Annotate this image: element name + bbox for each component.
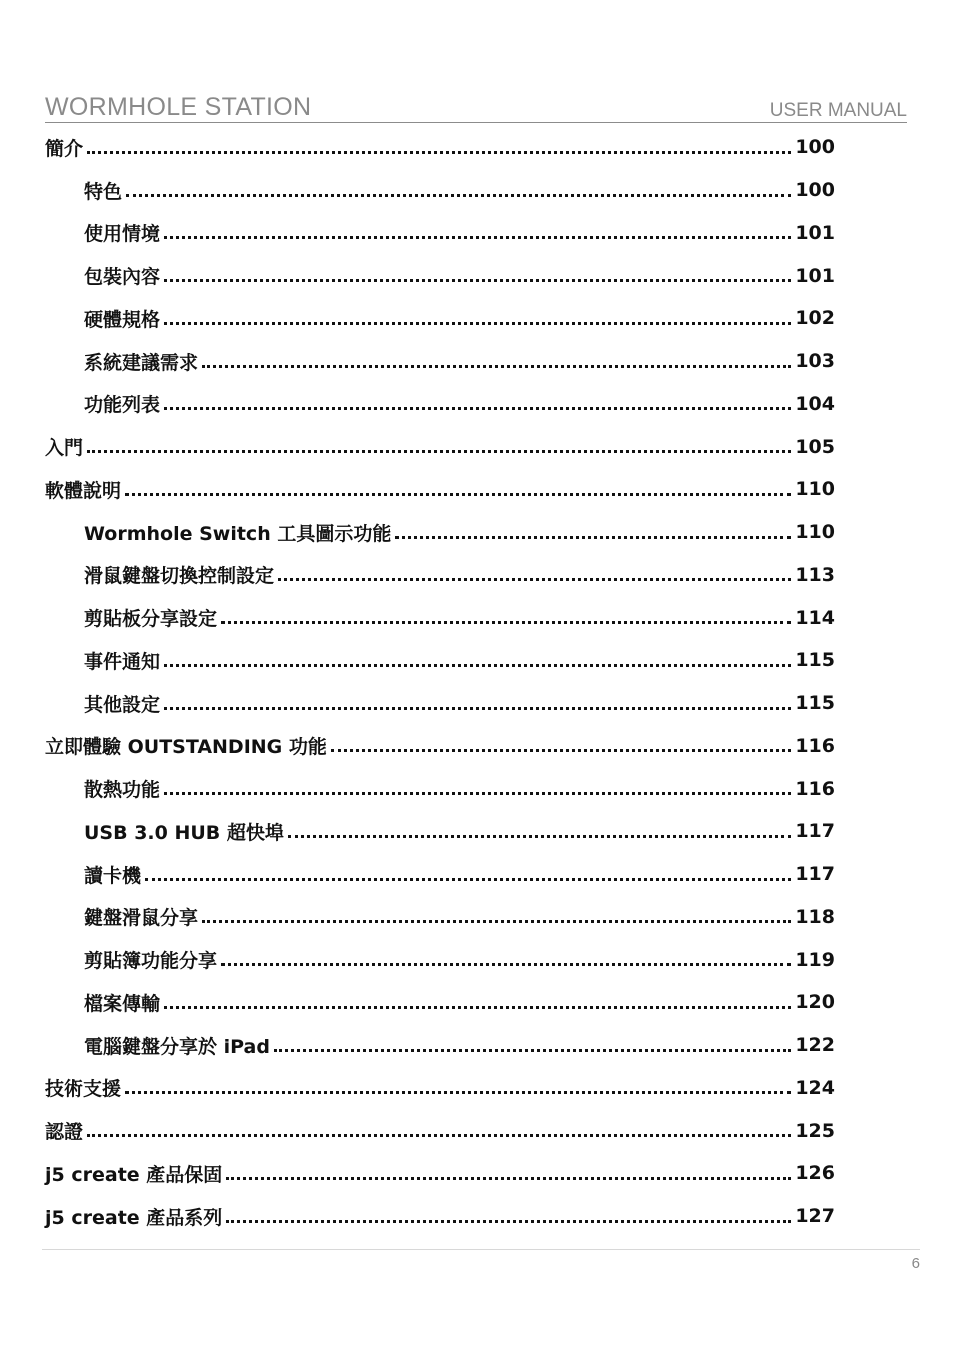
toc-entry-page: 110 bbox=[795, 478, 835, 501]
toc-entry-label: 特色 bbox=[84, 180, 123, 203]
toc-entry-page: 119 bbox=[795, 948, 835, 971]
toc-entry[interactable] bbox=[45, 1152, 835, 1195]
toc-entry-page: 117 bbox=[795, 820, 835, 843]
toc-entry-page: 100 bbox=[795, 179, 835, 202]
toc-dot-leader bbox=[145, 878, 791, 881]
toc-entry-page: 103 bbox=[795, 350, 835, 373]
toc-entry[interactable] bbox=[45, 853, 835, 896]
toc-entry-page: 126 bbox=[795, 1162, 835, 1185]
toc-dot-leader bbox=[126, 194, 791, 197]
toc-entry-page: 100 bbox=[795, 136, 835, 159]
toc-entry[interactable] bbox=[45, 596, 835, 639]
toc-entry[interactable] bbox=[45, 1024, 835, 1067]
toc-entry-label: 鍵盤滑鼠分享 bbox=[84, 907, 199, 930]
toc-entry-page: 122 bbox=[795, 1034, 835, 1057]
toc-entry-label: 滑鼠鍵盤切換控制設定 bbox=[84, 565, 275, 588]
table-of-contents bbox=[45, 126, 835, 1238]
toc-entry-page: 117 bbox=[795, 863, 835, 886]
toc-entry-label: 技術支援 bbox=[45, 1078, 122, 1101]
toc-entry-page: 116 bbox=[795, 734, 835, 757]
toc-entry-page: 105 bbox=[795, 435, 835, 458]
toc-entry-label: 其他設定 bbox=[84, 693, 161, 716]
toc-entry-label: j5 create 產品系列 bbox=[45, 1206, 223, 1229]
toc-dot-leader bbox=[164, 279, 791, 282]
toc-dot-leader bbox=[164, 407, 791, 410]
toc-dot-leader bbox=[226, 1177, 791, 1180]
toc-entry[interactable] bbox=[45, 896, 835, 939]
toc-entry-label: 散熱功能 bbox=[84, 779, 161, 802]
toc-dot-leader bbox=[221, 963, 791, 966]
toc-dot-leader bbox=[331, 749, 791, 752]
page-number: 6 bbox=[911, 1255, 920, 1272]
toc-entry-label: Wormhole Switch 工具圖示功能 bbox=[84, 522, 392, 545]
page-header bbox=[45, 92, 907, 123]
toc-entry-label: 功能列表 bbox=[84, 394, 161, 417]
toc-entry[interactable] bbox=[45, 767, 835, 810]
toc-entry-label: 系統建議需求 bbox=[84, 351, 199, 374]
toc-entry-label: 檔案傳輸 bbox=[84, 992, 161, 1015]
toc-entry[interactable] bbox=[45, 981, 835, 1024]
toc-entry[interactable] bbox=[45, 639, 835, 682]
toc-entry[interactable] bbox=[45, 169, 835, 212]
toc-dot-leader bbox=[87, 1134, 791, 1137]
toc-entry[interactable] bbox=[45, 212, 835, 255]
toc-dot-leader bbox=[395, 536, 791, 539]
toc-entry[interactable] bbox=[45, 810, 835, 853]
toc-entry-label: 認證 bbox=[45, 1121, 84, 1144]
toc-entry[interactable] bbox=[45, 1067, 835, 1110]
toc-entry-label: 讀卡機 bbox=[84, 864, 142, 887]
toc-dot-leader bbox=[164, 707, 791, 710]
toc-entry-page: 101 bbox=[795, 264, 835, 287]
toc-entry-page: 120 bbox=[795, 991, 835, 1014]
toc-entry[interactable] bbox=[45, 554, 835, 597]
toc-entry-page: 127 bbox=[795, 1205, 835, 1228]
toc-dot-leader bbox=[164, 664, 791, 667]
toc-entry-page: 101 bbox=[795, 221, 835, 244]
toc-entry[interactable] bbox=[45, 1195, 835, 1238]
toc-dot-leader bbox=[202, 920, 791, 923]
toc-entry-page: 110 bbox=[795, 521, 835, 544]
toc-dot-leader bbox=[125, 493, 791, 496]
toc-entry-label: j5 create 產品保固 bbox=[45, 1163, 223, 1186]
toc-entry[interactable] bbox=[45, 383, 835, 426]
toc-entry-page: 125 bbox=[795, 1119, 835, 1142]
toc-dot-leader bbox=[87, 450, 791, 453]
toc-entry[interactable] bbox=[45, 425, 835, 468]
footer-divider bbox=[42, 1249, 920, 1250]
toc-dot-leader bbox=[164, 322, 791, 325]
toc-entry[interactable] bbox=[45, 254, 835, 297]
toc-entry-label: 剪貼板分享設定 bbox=[84, 608, 218, 631]
toc-entry[interactable] bbox=[45, 340, 835, 383]
toc-dot-leader bbox=[221, 621, 791, 624]
toc-entry-label: 入門 bbox=[45, 437, 84, 460]
toc-entry[interactable] bbox=[45, 1109, 835, 1152]
toc-entry-page: 113 bbox=[795, 563, 835, 586]
toc-dot-leader bbox=[87, 151, 791, 154]
toc-entry-label: 電腦鍵盤分享於 iPad bbox=[84, 1035, 270, 1058]
toc-dot-leader bbox=[125, 1091, 791, 1094]
toc-entry-label: 包裝內容 bbox=[84, 266, 161, 289]
toc-entry-label: 軟體說明 bbox=[45, 479, 122, 502]
toc-entry[interactable] bbox=[45, 938, 835, 981]
toc-entry-label: 硬體規格 bbox=[84, 308, 161, 331]
toc-entry-label: 立即體驗 OUTSTANDING 功能 bbox=[45, 736, 327, 759]
toc-entry-page: 102 bbox=[795, 307, 835, 330]
toc-entry-label: USB 3.0 HUB 超快埠 bbox=[84, 821, 284, 844]
toc-entry-page: 115 bbox=[795, 649, 835, 672]
document-title: WORMHOLE STATION bbox=[45, 93, 312, 121]
toc-entry-page: 118 bbox=[795, 905, 835, 928]
toc-entry-label: 事件通知 bbox=[84, 650, 161, 673]
toc-entry-page: 114 bbox=[795, 606, 835, 629]
toc-entry[interactable] bbox=[45, 468, 835, 511]
toc-entry[interactable] bbox=[45, 682, 835, 725]
toc-entry[interactable] bbox=[45, 297, 835, 340]
toc-entry[interactable] bbox=[45, 126, 835, 169]
toc-entry[interactable] bbox=[45, 725, 835, 768]
toc-dot-leader bbox=[274, 1049, 791, 1052]
toc-dot-leader bbox=[288, 835, 791, 838]
toc-dot-leader bbox=[164, 792, 791, 795]
toc-dot-leader bbox=[278, 578, 791, 581]
toc-entry-page: 115 bbox=[795, 692, 835, 715]
document-subtitle: USER MANUAL bbox=[769, 100, 907, 121]
toc-entry[interactable] bbox=[45, 511, 835, 554]
toc-entry-label: 使用情境 bbox=[84, 223, 161, 246]
toc-entry-page: 124 bbox=[795, 1076, 835, 1099]
toc-entry-page: 116 bbox=[795, 777, 835, 800]
toc-entry-label: 簡介 bbox=[45, 137, 84, 160]
toc-dot-leader bbox=[202, 365, 791, 368]
toc-entry-label: 剪貼簿功能分享 bbox=[84, 950, 218, 973]
toc-dot-leader bbox=[226, 1220, 791, 1223]
toc-dot-leader bbox=[164, 236, 791, 239]
toc-entry-page: 104 bbox=[795, 392, 835, 415]
toc-dot-leader bbox=[164, 1006, 791, 1009]
